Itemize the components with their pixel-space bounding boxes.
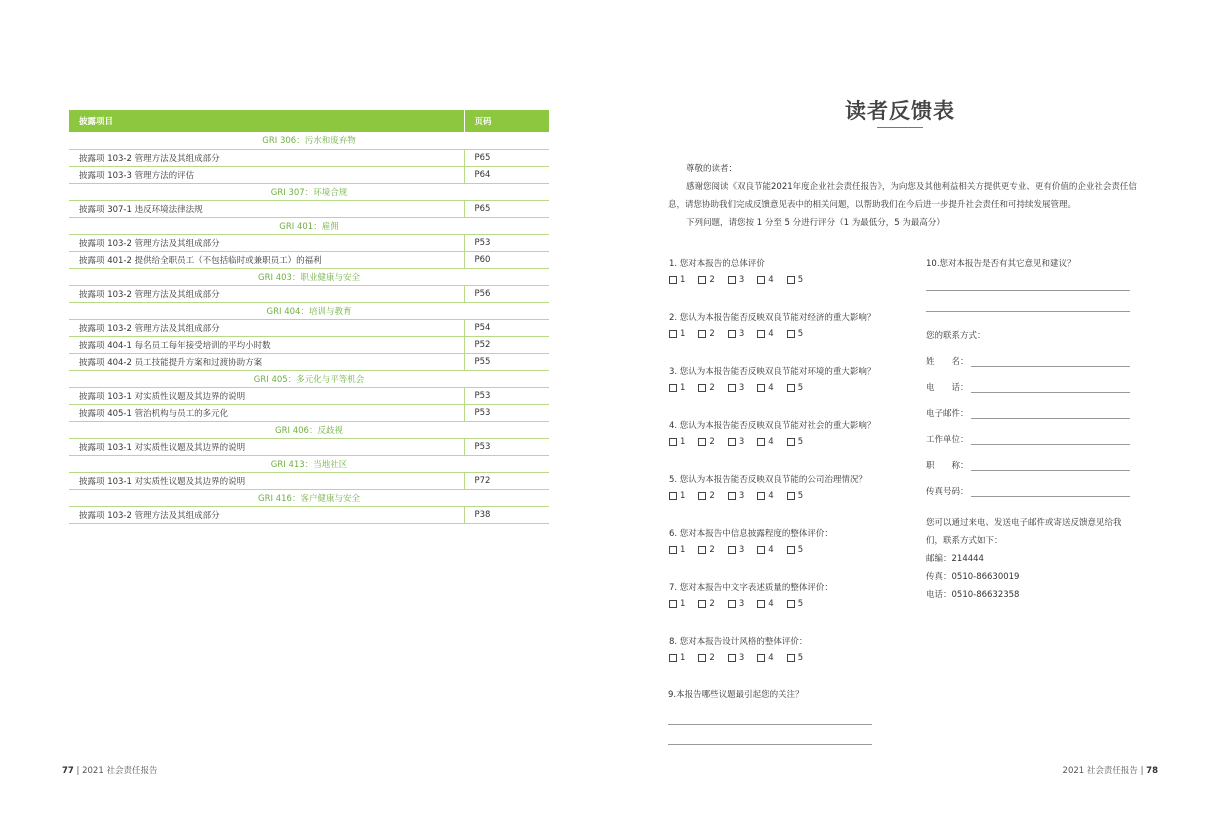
option-label: 1 <box>680 491 686 501</box>
table-row <box>69 404 549 421</box>
page-ref: P53 <box>464 438 549 455</box>
question-9: 9.本报告哪些议题最引起您的关注？ <box>668 690 804 700</box>
section-title: GRI 306：污水和废弃物 <box>69 132 549 149</box>
option-label: 4 <box>768 599 774 609</box>
checkbox[interactable] <box>787 492 795 500</box>
option-label: 5 <box>797 275 804 285</box>
name-field[interactable] <box>926 355 1130 367</box>
checkbox[interactable] <box>757 654 765 662</box>
checkbox[interactable] <box>757 546 765 554</box>
option-label: 3 <box>738 545 745 555</box>
page-ref: P55 <box>464 353 549 370</box>
option-label: 2 <box>709 491 715 501</box>
table-row <box>69 285 549 302</box>
contact-note <box>926 514 1136 604</box>
rating-option-3[interactable] <box>728 329 744 339</box>
checkbox[interactable] <box>698 330 706 338</box>
answer-line-9b[interactable] <box>668 744 872 745</box>
disclosure-item: 披露项 103-2 管理方法及其组成部分 <box>69 319 464 336</box>
gri-index-table <box>69 110 549 524</box>
position-label: 职 称： <box>926 461 969 471</box>
checkbox[interactable] <box>757 330 765 338</box>
option-label: 5 <box>797 329 804 339</box>
option-label: 3 <box>738 275 745 285</box>
disclosure-item: 披露项 405-1 管治机构与员工的多元化 <box>69 404 464 421</box>
title-underline <box>877 127 923 128</box>
checkbox[interactable] <box>669 654 677 662</box>
rating-option-5[interactable] <box>787 437 803 447</box>
rating-option-1[interactable] <box>669 329 685 339</box>
section-row <box>69 421 549 438</box>
option-label: 2 <box>709 329 715 339</box>
option-label: 4 <box>768 491 774 501</box>
checkbox[interactable] <box>669 600 677 608</box>
disclosure-item: 披露项 103-1 对实质性议题及其边界的说明 <box>69 472 464 489</box>
rating-option-2[interactable] <box>698 329 714 339</box>
rating-options <box>669 383 875 393</box>
rating-option-2[interactable] <box>698 383 714 393</box>
section-title: GRI 406：反歧视 <box>69 421 549 438</box>
question-6 <box>669 527 833 555</box>
checkbox[interactable] <box>669 546 677 554</box>
rating-option-5[interactable] <box>787 329 803 339</box>
rating-option-2[interactable] <box>698 491 714 501</box>
section-row <box>69 217 549 234</box>
disclosure-item: 披露项 103-2 管理方法及其组成部分 <box>69 285 464 302</box>
option-label: 5 <box>797 437 804 447</box>
rating-option-1[interactable] <box>669 545 685 555</box>
checkbox[interactable] <box>698 276 706 284</box>
checkbox[interactable] <box>787 438 795 446</box>
question-4 <box>669 419 875 447</box>
question-5 <box>669 473 867 501</box>
rating-option-3[interactable] <box>728 437 744 447</box>
rating-option-1[interactable] <box>669 599 685 609</box>
option-label: 2 <box>709 545 715 555</box>
table-row <box>69 353 549 370</box>
checkbox[interactable] <box>757 600 765 608</box>
email-label: 电子邮件： <box>926 409 969 419</box>
rating-option-1[interactable] <box>669 437 685 447</box>
option-label: 5 <box>797 491 804 501</box>
phone-label: 电 话： <box>926 383 969 393</box>
page-ref: P60 <box>464 251 549 268</box>
disclosure-item: 披露项 404-1 每名员工每年接受培训的平均小时数 <box>69 336 464 353</box>
rating-option-4[interactable] <box>757 275 773 285</box>
option-label: 3 <box>738 383 745 393</box>
rating-option-2[interactable] <box>698 437 714 447</box>
rating-option-5[interactable] <box>787 491 803 501</box>
option-label: 1 <box>680 653 686 663</box>
checkbox[interactable] <box>757 276 765 284</box>
question-8 <box>669 635 816 663</box>
rating-option-4[interactable] <box>757 599 773 609</box>
table-header-row <box>69 110 549 132</box>
table-body <box>69 132 549 523</box>
section-title: GRI 404：培训与教育 <box>69 302 549 319</box>
page-ref: P64 <box>464 166 549 183</box>
option-label: 2 <box>709 599 715 609</box>
rating-option-3[interactable] <box>728 653 744 663</box>
section-row <box>69 455 549 472</box>
rating-option-2[interactable] <box>698 599 714 609</box>
footer-left-text: | 2021 社会责任报告 <box>76 766 158 776</box>
section-title: GRI 401：雇佣 <box>69 217 549 234</box>
email-field[interactable] <box>926 407 1130 419</box>
question-text: 6. 您对本报告中信息披露程度的整体评价： <box>669 529 833 539</box>
rating-option-4[interactable] <box>757 329 773 339</box>
feedback-intro <box>668 160 1138 232</box>
section-title: GRI 403：职业健康与安全 <box>69 268 549 285</box>
page-ref: P65 <box>464 200 549 217</box>
page-ref: P38 <box>464 506 549 523</box>
rating-option-1[interactable] <box>669 383 685 393</box>
question-text: 2. 您认为本报告能否反映双良节能对经济的重大影响？ <box>669 313 876 323</box>
question-text: 5. 您认为本报告能否反映双良节能的公司治理情况？ <box>669 475 867 485</box>
disclosure-item: 披露项 307-1 违反环境法律法规 <box>69 200 464 217</box>
section-row <box>69 302 549 319</box>
name-label: 姓 名： <box>926 357 969 367</box>
checkbox[interactable] <box>728 330 736 338</box>
postcode: 邮编：214444 <box>926 554 984 564</box>
checkbox[interactable] <box>757 492 765 500</box>
rating-option-4[interactable] <box>757 545 773 555</box>
checkbox[interactable] <box>698 546 706 554</box>
table-row <box>69 472 549 489</box>
contact-heading: 您的联系方式： <box>926 331 986 341</box>
header-item: 披露项目 <box>69 110 464 132</box>
footer-right <box>1063 764 1158 776</box>
footer-right-text: 2021 社会责任报告 | <box>1062 766 1144 776</box>
checkbox[interactable] <box>669 384 677 392</box>
rating-option-1[interactable] <box>669 653 685 663</box>
fax-field[interactable] <box>926 485 1130 497</box>
disclosure-item: 披露项 103-3 管理方法的评估 <box>69 166 464 183</box>
disclosure-item: 披露项 401-2 提供给全职员工（不包括临时或兼职员工）的福利 <box>69 251 464 268</box>
option-label: 4 <box>768 383 774 393</box>
option-label: 4 <box>768 653 774 663</box>
page-number-left: 77 <box>62 766 74 776</box>
section-title: GRI 416：客户健康与安全 <box>69 489 549 506</box>
page-ref: P53 <box>464 404 549 421</box>
table-row <box>69 251 549 268</box>
rating-option-3[interactable] <box>728 383 744 393</box>
rating-option-3[interactable] <box>728 545 744 555</box>
question-text: 7. 您对本报告中文字表述质量的整体评价： <box>669 583 833 593</box>
rating-option-3[interactable] <box>728 491 744 501</box>
rating-options <box>669 491 867 501</box>
checkbox[interactable] <box>669 276 677 284</box>
section-title: GRI 405：多元化与平等机会 <box>69 370 549 387</box>
intro-paragraph: 感谢您阅读《双良节能2021年度企业社会责任报告》，为向您及其他利益相关方提供更专业、更有价值的企业社会责任信息，请您协助我们完成反馈意见表中的相关问题，以帮助我们在今后进一步提升社会责任和可持续发展管理。 <box>668 182 1137 210</box>
rating-options <box>669 545 833 555</box>
answer-line-9a[interactable] <box>668 724 872 725</box>
page-ref: P72 <box>464 472 549 489</box>
rating-options <box>669 275 816 285</box>
page-ref: P52 <box>464 336 549 353</box>
disclosure-item: 披露项 103-1 对实质性议题及其边界的说明 <box>69 387 464 404</box>
section-title: GRI 307：环境合规 <box>69 183 549 200</box>
rating-option-1[interactable] <box>669 491 685 501</box>
rating-option-3[interactable] <box>728 599 744 609</box>
option-label: 4 <box>768 329 774 339</box>
rating-option-4[interactable] <box>757 653 773 663</box>
rating-option-4[interactable] <box>757 491 773 501</box>
table-row <box>69 319 549 336</box>
page-ref: P56 <box>464 285 549 302</box>
table-row <box>69 149 549 166</box>
table-row <box>69 438 549 455</box>
checkbox[interactable] <box>698 384 706 392</box>
position-line[interactable] <box>971 461 1130 471</box>
checkbox[interactable] <box>728 492 736 500</box>
position-field[interactable] <box>926 459 1130 471</box>
disclosure-item: 披露项 404-2 员工技能提升方案和过渡协助方案 <box>69 353 464 370</box>
phone-field[interactable] <box>926 381 1130 393</box>
page-ref: P54 <box>464 319 549 336</box>
option-label: 1 <box>680 383 686 393</box>
greeting: 尊敬的读者： <box>686 164 738 174</box>
rating-option-4[interactable] <box>757 437 773 447</box>
disclosure-item: 披露项 103-1 对实质性议题及其边界的说明 <box>69 438 464 455</box>
question-7 <box>669 581 833 609</box>
checkbox[interactable] <box>728 438 736 446</box>
checkbox[interactable] <box>669 438 677 446</box>
checkbox[interactable] <box>728 546 736 554</box>
checkbox[interactable] <box>757 384 765 392</box>
disclosure-item: 披露项 103-2 管理方法及其组成部分 <box>69 234 464 251</box>
checkbox[interactable] <box>787 384 795 392</box>
header-page: 页码 <box>464 110 549 132</box>
table-row <box>69 234 549 251</box>
answer-line-10b[interactable] <box>926 311 1130 312</box>
rating-options <box>669 329 875 339</box>
fax-label: 传真号码： <box>926 487 969 497</box>
table-row <box>69 166 549 183</box>
tel-number: 电话：0510-86632358 <box>926 590 1020 600</box>
question-text: 3. 您认为本报告能否反映双良节能对环境的重大影响？ <box>669 367 876 377</box>
rating-options <box>669 437 875 447</box>
rating-option-5[interactable] <box>787 545 803 555</box>
question-1 <box>669 257 816 285</box>
checkbox[interactable] <box>728 276 736 284</box>
email-line[interactable] <box>971 409 1130 419</box>
checkbox[interactable] <box>728 384 736 392</box>
checkbox[interactable] <box>669 492 677 500</box>
rating-option-5[interactable] <box>787 383 803 393</box>
table-row <box>69 506 549 523</box>
question-text: 1. 您对本报告的总体评价 <box>669 259 765 269</box>
section-title: GRI 413：当地社区 <box>69 455 549 472</box>
checkbox[interactable] <box>787 330 795 338</box>
intro-instruction: 下列问题，请您按 1 分至 5 分进行评分（1 为最低分，5 为最高分） <box>686 218 945 228</box>
rating-option-2[interactable] <box>698 275 714 285</box>
option-label: 1 <box>680 329 686 339</box>
rating-option-2[interactable] <box>698 545 714 555</box>
question-text: 4. 您认为本报告能否反映双良节能对社会的重大影响？ <box>669 421 876 431</box>
fax-number: 传真：0510-86630019 <box>926 572 1020 582</box>
company-line[interactable] <box>971 435 1130 445</box>
checkbox[interactable] <box>728 600 736 608</box>
section-row <box>69 183 549 200</box>
checkbox[interactable] <box>698 492 706 500</box>
option-label: 5 <box>797 653 804 663</box>
option-label: 1 <box>680 599 686 609</box>
option-label: 2 <box>709 383 715 393</box>
phone-line[interactable] <box>971 383 1130 393</box>
rating-option-5[interactable] <box>787 275 803 285</box>
checkbox[interactable] <box>787 654 795 662</box>
option-label: 2 <box>709 275 715 285</box>
page-ref: P53 <box>464 234 549 251</box>
rating-option-5[interactable] <box>787 599 803 609</box>
company-field[interactable] <box>926 433 1130 445</box>
page-ref: P53 <box>464 387 549 404</box>
checkbox[interactable] <box>757 438 765 446</box>
option-label: 5 <box>797 599 804 609</box>
option-label: 5 <box>797 545 804 555</box>
option-label: 3 <box>738 437 745 447</box>
question-text: 8. 您对本报告设计风格的整体评价： <box>669 637 808 647</box>
option-label: 3 <box>738 329 745 339</box>
checkbox[interactable] <box>698 438 706 446</box>
fax-line[interactable] <box>971 487 1130 497</box>
checkbox[interactable] <box>698 654 706 662</box>
name-line[interactable] <box>971 357 1130 367</box>
section-row <box>69 370 549 387</box>
question-2 <box>669 311 875 339</box>
option-label: 5 <box>797 383 804 393</box>
answer-line-10a[interactable] <box>926 290 1130 291</box>
company-label: 工作单位： <box>926 435 969 445</box>
page-number-right: 78 <box>1146 766 1158 776</box>
checkbox[interactable] <box>787 276 795 284</box>
option-label: 4 <box>768 275 774 285</box>
option-label: 2 <box>709 437 715 447</box>
disclosure-item: 披露项 103-2 管理方法及其组成部分 <box>69 149 464 166</box>
option-label: 2 <box>709 653 715 663</box>
rating-option-2[interactable] <box>698 653 714 663</box>
rating-option-4[interactable] <box>757 383 773 393</box>
section-row <box>69 489 549 506</box>
section-row <box>69 268 549 285</box>
rating-option-3[interactable] <box>728 275 744 285</box>
option-label: 1 <box>680 437 686 447</box>
checkbox[interactable] <box>728 654 736 662</box>
footer-left <box>62 764 157 776</box>
option-label: 3 <box>738 599 745 609</box>
option-label: 3 <box>738 491 745 501</box>
table-row <box>69 200 549 217</box>
option-label: 4 <box>768 437 774 447</box>
option-label: 1 <box>680 275 686 285</box>
page-ref: P65 <box>464 149 549 166</box>
option-label: 1 <box>680 545 686 555</box>
checkbox[interactable] <box>698 600 706 608</box>
table-row <box>69 336 549 353</box>
disclosure-item: 披露项 103-2 管理方法及其组成部分 <box>69 506 464 523</box>
section-row <box>69 132 549 149</box>
checkbox[interactable] <box>787 600 795 608</box>
rating-options <box>669 653 816 663</box>
checkbox[interactable] <box>669 330 677 338</box>
option-label: 4 <box>768 545 774 555</box>
table-row <box>69 387 549 404</box>
rating-option-1[interactable] <box>669 275 685 285</box>
option-label: 3 <box>738 653 745 663</box>
question-3 <box>669 365 875 393</box>
checkbox[interactable] <box>787 546 795 554</box>
contact-note-text: 您可以通过来电、发送电子邮件或寄送反馈意见给我们，联系方式如下： <box>926 518 1122 546</box>
question-10: 10.您对本报告是否有其它意见和建议？ <box>926 259 1076 269</box>
rating-options <box>669 599 833 609</box>
rating-option-5[interactable] <box>787 653 803 663</box>
feedback-title: 读者反馈表 <box>845 99 955 123</box>
